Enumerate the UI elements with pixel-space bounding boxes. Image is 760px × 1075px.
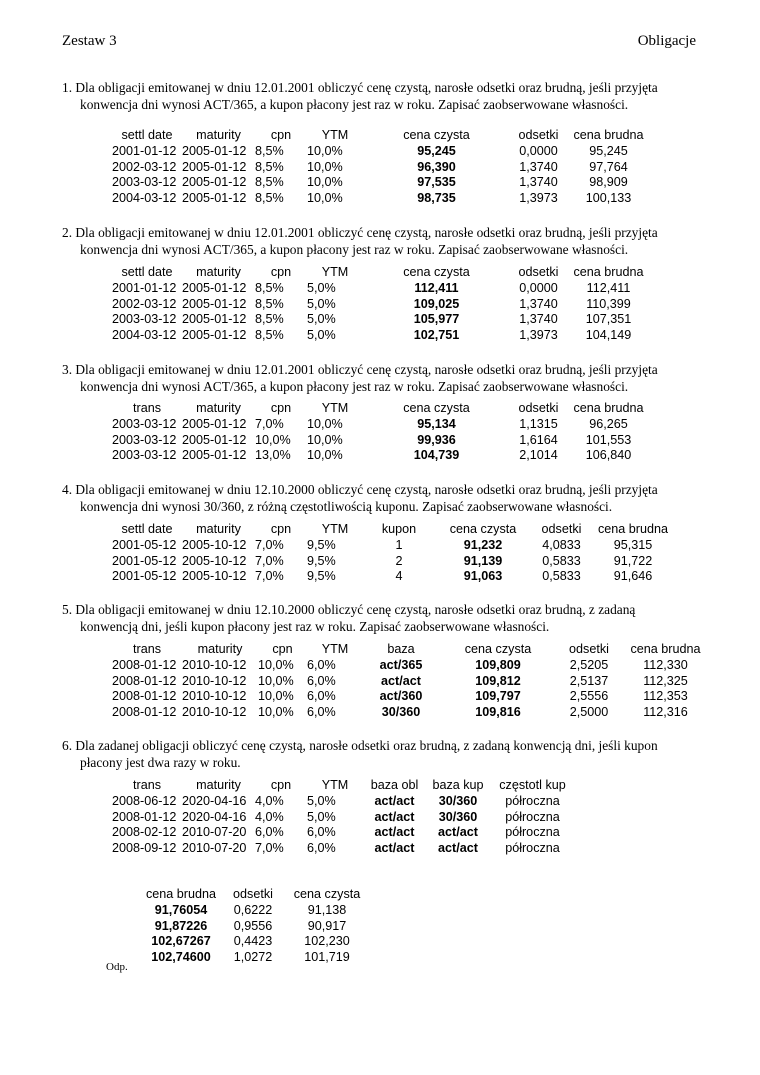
cell: 112,353: [643, 689, 688, 704]
cell: 9,5%: [307, 553, 336, 568]
cell: 112,411: [414, 280, 459, 295]
cell: 0,0000: [519, 280, 558, 295]
cell: 102,67267: [151, 934, 211, 949]
cell: 4,0%: [255, 809, 284, 824]
col-header: trans: [133, 401, 161, 415]
cell: 1,3973: [519, 328, 558, 343]
answer-table: [143, 887, 367, 966]
col-header: kupon: [381, 522, 417, 536]
cell: 9,5%: [307, 537, 336, 552]
table-row: [112, 281, 650, 297]
col-header: maturity: [196, 522, 241, 536]
cell: act/act: [374, 841, 415, 856]
cell: 2005-01-12: [182, 143, 247, 158]
cell: 95,245: [589, 143, 628, 158]
cell: 109,809: [475, 657, 521, 672]
cell: 112,316: [643, 705, 688, 720]
task-3-line-1: 3. Dla obligacji emitowanej w dniu 12.01.2001 obliczyć cenę czystą, narosłe odsetki oraz brudną, jeśli przyjęta: [62, 362, 658, 377]
cell: 2020-04-16: [182, 809, 247, 824]
col-header: maturity: [196, 778, 241, 792]
cell: 99,936: [417, 432, 456, 447]
cell: 100,133: [585, 191, 632, 206]
col-header: odsetki: [518, 265, 559, 279]
cell: 4,0833: [542, 537, 581, 552]
cell: 2: [395, 553, 403, 568]
cell: 2010-07-20: [182, 841, 247, 856]
cell: 0,0000: [519, 143, 558, 158]
col-header: cena czysta: [464, 642, 532, 656]
cell: 1,6164: [519, 432, 558, 447]
cell: 1,3973: [519, 191, 558, 206]
cell: 7,0%: [255, 569, 284, 584]
col-header: baza obl: [370, 778, 419, 792]
cell: 107,351: [585, 312, 632, 327]
cell: 104,739: [413, 448, 460, 463]
col-header: cena czysta: [403, 128, 470, 142]
col-header: settl date: [121, 128, 173, 142]
cell: 102,230: [304, 934, 350, 949]
cell: 8,5%: [255, 328, 284, 343]
cell: 102,751: [413, 328, 460, 343]
cell: 91,646: [613, 569, 653, 584]
table-header-row: [112, 522, 674, 538]
col-header: cena czysta: [403, 265, 470, 279]
cell: 2003-03-12: [112, 175, 177, 190]
cell: 8,5%: [255, 296, 284, 311]
task-4-line-2: konwencja dni wynosi 30/360, z różną częstotliwością kuponu. Zapisać zaobserwowane własności.: [80, 498, 613, 514]
col-header: cena brudna: [573, 401, 644, 415]
col-header: settl date: [121, 522, 173, 536]
cell: 91,139: [463, 553, 503, 568]
col-header: cpn: [270, 128, 292, 142]
cell: 2,5137: [569, 673, 609, 688]
header-topic: Obligacje: [637, 33, 696, 49]
table-row: [112, 841, 575, 857]
cell: 1,1315: [519, 416, 558, 431]
cell: 106,840: [585, 448, 632, 463]
cell: 8,5%: [255, 159, 284, 174]
cell: 2005-10-12: [182, 569, 247, 584]
table-row: [143, 919, 367, 935]
cell: 10,0%: [307, 159, 343, 174]
cell: 112,325: [643, 673, 688, 688]
table-header-row: [112, 128, 650, 144]
table-row: [112, 825, 575, 841]
cell: 6,0%: [307, 841, 336, 856]
table-row: [112, 674, 710, 690]
task-2-table: [112, 265, 650, 344]
cell: act/365: [379, 657, 423, 672]
cell: act/act: [374, 793, 415, 808]
table-row: [112, 658, 710, 674]
cell: 2003-03-12: [112, 448, 177, 463]
col-header: baza kup: [432, 778, 484, 792]
cell: 2005-10-12: [182, 537, 247, 552]
cell: act/act: [438, 841, 478, 856]
col-header: YTM: [321, 265, 349, 279]
cell: 90,917: [307, 918, 347, 933]
col-header: cena czysta: [293, 887, 361, 901]
cell: 2001-05-12: [112, 569, 177, 584]
col-header: odsetki: [541, 522, 582, 536]
cell: 98,735: [417, 191, 456, 206]
table-row: [112, 433, 650, 449]
cell: 2005-01-12: [182, 175, 247, 190]
cell: 2001-01-12: [112, 143, 177, 158]
cell: 2003-03-12: [112, 432, 177, 447]
col-header: odsetki: [569, 642, 609, 656]
cell: 2008-06-12: [112, 793, 177, 808]
cell: 105,977: [413, 312, 460, 327]
cell: 10,0%: [258, 673, 294, 688]
cell: półroczna: [505, 809, 560, 824]
cell: 6,0%: [307, 825, 336, 840]
cell: 0,5833: [542, 553, 581, 568]
table-row: [143, 903, 367, 919]
table-header-row: [112, 778, 575, 794]
cell: 4,0%: [255, 793, 284, 808]
cell: 6,0%: [255, 825, 284, 840]
cell: 104,149: [585, 328, 632, 343]
task-1-line-2: konwencja dni wynosi ACT/365, a kupon płacony jest raz w roku. Zapisać zaobserwowane własności.: [80, 96, 629, 112]
cell: 10,0%: [258, 657, 294, 672]
cell: 2005-01-12: [182, 416, 247, 431]
task-3-table: [112, 401, 650, 464]
table-row: [112, 448, 650, 464]
cell: 101,553: [585, 432, 632, 447]
cell: półroczna: [505, 793, 560, 808]
cell: 5,0%: [307, 312, 336, 327]
task-2-line-2: konwencja dni wynosi ACT/365, a kupon płacony jest raz w roku. Zapisać zaobserwowane własności.: [80, 241, 629, 257]
col-header: cpn: [272, 642, 293, 656]
cell: 10,0%: [307, 432, 343, 447]
cell: 112,411: [586, 280, 631, 295]
cell: 2008-01-12: [112, 673, 177, 688]
cell: 30/360: [381, 705, 421, 720]
col-header: odsetki: [518, 401, 559, 415]
table-row: [112, 554, 674, 570]
task-3-line-2: konwencja dni wynosi ACT/365, a kupon płacony jest raz w roku. Zapisać zaobserwowane własności.: [80, 378, 629, 394]
col-header: cpn: [270, 778, 292, 792]
col-header: YTM: [321, 778, 349, 792]
task-1-line-1: 1. Dla obligacji emitowanej w dniu 12.01.2001 obliczyć cenę czystą, narosłe odsetki oraz brudną, jeśli przyjęta: [62, 80, 658, 95]
table-row: [112, 538, 674, 554]
cell: 2005-01-12: [182, 312, 247, 327]
cell: 2008-01-12: [112, 809, 177, 824]
cell: 2008-01-12: [112, 689, 177, 704]
cell: act/act: [438, 825, 478, 840]
cell: 8,5%: [255, 280, 284, 295]
cell: 5,0%: [307, 328, 336, 343]
cell: 2002-03-12: [112, 159, 177, 174]
cell: 6,0%: [307, 689, 336, 704]
col-header: cpn: [270, 401, 292, 415]
col-header: maturity: [196, 128, 241, 142]
cell: 13,0%: [255, 448, 291, 463]
cell: 2003-03-12: [112, 312, 177, 327]
col-header: cena brudna: [573, 128, 644, 142]
cell: 2008-09-12: [112, 841, 177, 856]
col-header: YTM: [321, 522, 349, 536]
cell: 2008-02-12: [112, 825, 177, 840]
col-header: odsetki: [518, 128, 559, 142]
table-row: [112, 175, 650, 191]
col-header: cpn: [270, 265, 292, 279]
cell: 2008-01-12: [112, 705, 177, 720]
cell: 8,5%: [255, 175, 284, 190]
cell: act/act: [374, 825, 415, 840]
cell: 96,390: [417, 159, 456, 174]
task-2-line-1: 2. Dla obligacji emitowanej w dniu 12.01.2001 obliczyć cenę czystą, narosłe odsetki oraz brudną, jeśli przyjęta: [62, 225, 658, 240]
cell: 97,535: [417, 175, 456, 190]
col-header: cena brudna: [573, 265, 644, 279]
task-3-text: [62, 362, 702, 395]
col-header: cena brudna: [597, 522, 669, 536]
cell: 96,265: [589, 416, 628, 431]
cell: 8,5%: [255, 312, 284, 327]
cell: 91,76054: [154, 902, 208, 917]
cell: 91,138: [307, 902, 347, 917]
cell: 2010-10-12: [182, 705, 247, 720]
cell: 30/360: [438, 793, 478, 808]
task-6-table: [112, 778, 575, 857]
cell: 91,063: [463, 569, 503, 584]
col-header: cena czysta: [403, 401, 470, 415]
cell: 5,0%: [307, 296, 336, 311]
col-header: cena brudna: [630, 642, 701, 656]
table-header-row: [143, 887, 367, 903]
cell: 9,5%: [307, 569, 336, 584]
cell: 5,0%: [307, 280, 336, 295]
table-row: [112, 705, 710, 721]
cell: 109,812: [475, 673, 521, 688]
col-header: cena brudna: [145, 887, 217, 901]
task-5-text: [62, 602, 702, 635]
cell: 0,4423: [233, 934, 273, 949]
cell: 101,719: [304, 950, 350, 965]
cell: 1: [395, 537, 403, 552]
cell: 10,0%: [307, 416, 343, 431]
cell: 6,0%: [307, 705, 336, 720]
cell: 109,025: [413, 296, 460, 311]
cell: 6,0%: [307, 657, 336, 672]
table-row: [112, 417, 650, 433]
table-row: [112, 689, 710, 705]
cell: 7,0%: [255, 841, 284, 856]
task-6-text: [62, 738, 702, 771]
cell: 8,5%: [255, 143, 284, 158]
cell: 30/360: [438, 809, 478, 824]
cell: 7,0%: [255, 537, 284, 552]
cell: 95,245: [417, 143, 456, 158]
col-header: YTM: [321, 642, 349, 656]
task-4-line-1: 4. Dla obligacji emitowanej w dniu 12.10.2000 obliczyć cenę czystą, narosłe odsetki oraz brudną, jeśli przyjęta: [62, 482, 658, 497]
cell: 2005-01-12: [182, 448, 247, 463]
answer-label: Odp.: [106, 961, 128, 973]
table-row: [112, 297, 650, 313]
cell: 1,3740: [519, 296, 558, 311]
cell: 2,5556: [569, 689, 609, 704]
cell: 5,0%: [307, 809, 336, 824]
cell: półroczna: [505, 841, 560, 856]
cell: 2001-05-12: [112, 553, 177, 568]
cell: 91,87226: [154, 918, 208, 933]
cell: 2005-01-12: [182, 191, 247, 206]
cell: 109,797: [475, 689, 521, 704]
cell: act/act: [374, 809, 415, 824]
cell: 10,0%: [255, 432, 291, 447]
table-header-row: [112, 642, 710, 658]
cell: 91,232: [463, 537, 503, 552]
table-row: [112, 191, 650, 207]
cell: 91,722: [613, 553, 653, 568]
cell: 2,1014: [519, 448, 558, 463]
col-header: maturity: [196, 401, 241, 415]
cell: 10,0%: [307, 191, 343, 206]
cell: 10,0%: [307, 143, 343, 158]
cell: 2004-03-12: [112, 328, 177, 343]
cell: 2003-03-12: [112, 416, 177, 431]
cell: 0,9556: [233, 918, 273, 933]
table-row: [112, 794, 575, 810]
col-header: częstotl kup: [499, 778, 566, 792]
cell: 110,399: [586, 296, 631, 311]
col-header: YTM: [321, 128, 349, 142]
cell: 2001-01-12: [112, 280, 177, 295]
col-header: YTM: [321, 401, 349, 415]
col-header: trans: [133, 642, 161, 656]
cell: 2010-10-12: [182, 673, 247, 688]
cell: 5,0%: [307, 793, 336, 808]
task-6-line-1: 6. Dla zadanej obligacji obliczyć cenę czystą, narosłe odsetki oraz brudną, z zadaną konwencją dni, jeśli kupon: [62, 738, 658, 753]
task-5-table: [112, 642, 710, 721]
cell: 0,6222: [233, 902, 273, 917]
task-4-table: [112, 522, 674, 585]
task-5-line-2: konwencją dni, jeśli kupon płacony jest raz w roku. Zapisać zaobserwowane własności.: [80, 618, 550, 634]
col-header: settl date: [121, 265, 173, 279]
cell: 2010-10-12: [182, 657, 247, 672]
cell: 10,0%: [258, 689, 294, 704]
cell: 2004-03-12: [112, 191, 177, 206]
cell: 7,0%: [255, 553, 284, 568]
cell: 10,0%: [258, 705, 294, 720]
cell: 2005-01-12: [182, 159, 247, 174]
table-row: [143, 934, 367, 950]
cell: 8,5%: [255, 191, 284, 206]
header-set-title: Zestaw 3: [62, 33, 117, 49]
cell: 1,0272: [233, 950, 273, 965]
cell: act/act: [381, 673, 421, 688]
cell: 102,74600: [151, 950, 211, 965]
cell: act/360: [379, 689, 423, 704]
col-header: trans: [133, 778, 161, 792]
task-1-text: [62, 80, 702, 113]
task-4-text: [62, 482, 702, 515]
cell: 7,0%: [255, 416, 284, 431]
cell: 4: [395, 569, 403, 584]
task-6-line-2: płacony jest dwa razy w roku.: [80, 754, 241, 770]
col-header: cpn: [270, 522, 292, 536]
cell: 2,5205: [569, 657, 609, 672]
task-2-text: [62, 225, 702, 258]
cell: 2,5000: [569, 705, 609, 720]
table-row: [112, 328, 650, 344]
cell: 1,3740: [519, 175, 558, 190]
cell: 2005-01-12: [182, 328, 247, 343]
table-row: [112, 312, 650, 328]
col-header: baza: [387, 642, 415, 656]
cell: półroczna: [505, 825, 560, 840]
col-header: odsetki: [233, 887, 273, 901]
cell: 0,5833: [542, 569, 581, 584]
cell: 2008-01-12: [112, 657, 177, 672]
cell: 112,330: [643, 657, 688, 672]
cell: 10,0%: [307, 175, 343, 190]
col-header: maturity: [196, 265, 241, 279]
cell: 98,909: [589, 175, 628, 190]
cell: 2005-01-12: [182, 432, 247, 447]
cell: 1,3740: [519, 312, 558, 327]
cell: 109,816: [475, 705, 521, 720]
table-row: [112, 160, 650, 176]
cell: 95,315: [613, 537, 653, 552]
table-row: [143, 950, 367, 966]
task-1-table: [112, 128, 650, 207]
table-header-row: [112, 265, 650, 281]
col-header: cena czysta: [449, 522, 517, 536]
col-header: maturity: [197, 642, 243, 656]
cell: 97,764: [589, 159, 628, 174]
cell: 2001-05-12: [112, 537, 177, 552]
cell: 2010-10-12: [182, 689, 247, 704]
cell: 2005-01-12: [182, 280, 247, 295]
table-header-row: [112, 401, 650, 417]
cell: 2002-03-12: [112, 296, 177, 311]
cell: 95,134: [417, 416, 456, 431]
cell: 10,0%: [307, 448, 343, 463]
cell: 2005-01-12: [182, 296, 247, 311]
table-row: [112, 144, 650, 160]
cell: 6,0%: [307, 673, 336, 688]
task-5-line-1: 5. Dla obligacji emitowanej w dniu 12.10.2000 obliczyć cenę czystą, narosłe odsetki oraz brudną, z zadaną: [62, 602, 636, 617]
table-row: [112, 569, 674, 585]
cell: 1,3740: [519, 159, 558, 174]
table-row: [112, 810, 575, 826]
cell: 2020-04-16: [182, 793, 247, 808]
cell: 2010-07-20: [182, 825, 247, 840]
cell: 2005-10-12: [182, 553, 247, 568]
